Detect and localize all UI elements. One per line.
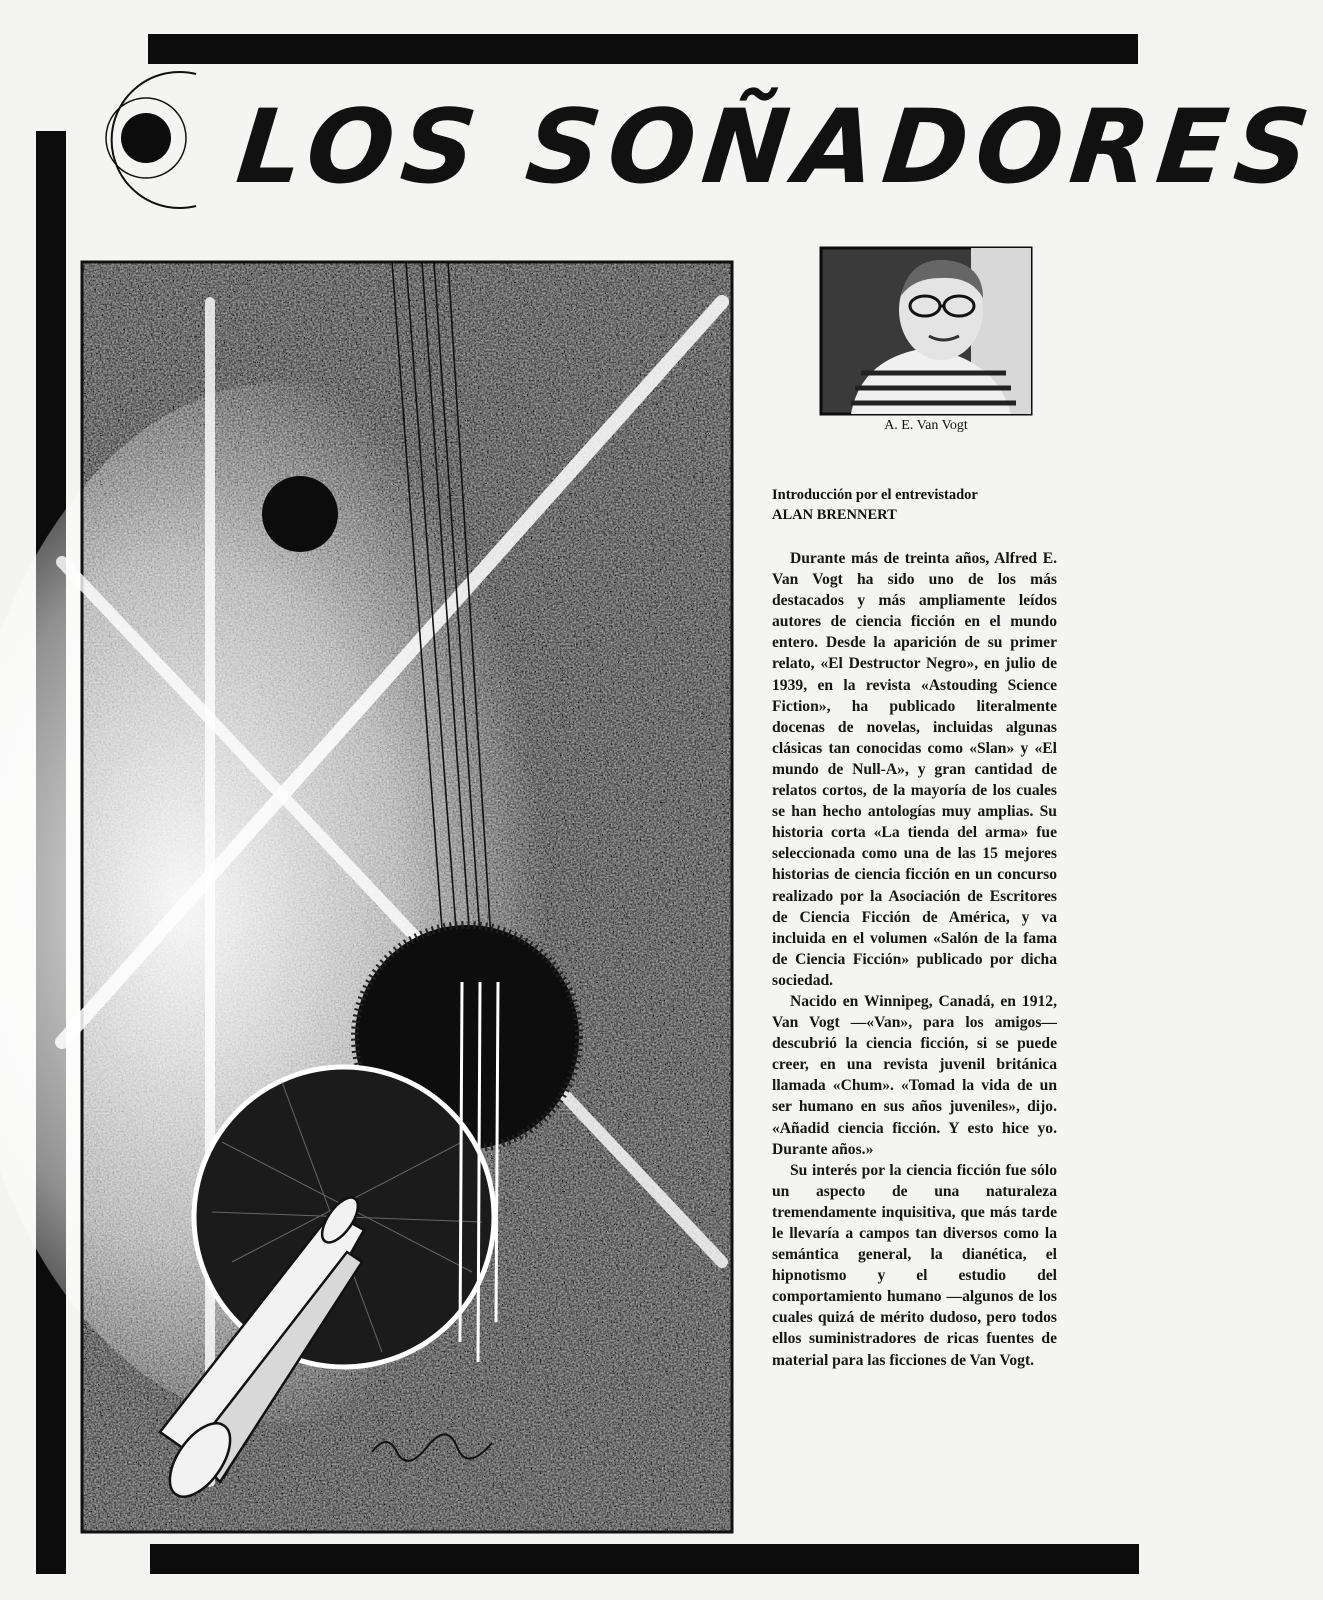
- page-title: LOS SOÑADORES: [231, 88, 1323, 207]
- intro-credit: [772, 485, 1072, 525]
- title-dot-icon: [78, 66, 228, 214]
- space-illustration: [82, 262, 732, 1532]
- intro-line: Introducción por el entrevistador: [772, 487, 978, 503]
- top-border-bar: [148, 34, 1138, 64]
- article-body: [772, 548, 1057, 1371]
- article-paragraph: Durante más de treinta años, Alfred E. Van Vogt ha sido uno de los más destacados y más ampliamente leídos autores de ciencia ficción en el mundo entero. Desde la aparición de su primer relato, «El Destructor Negro», en julio de 1939, en la revista «Astouding Science Fiction», ha publicado literalmente docenas de novelas, incluidas algunas clásicas tan conocidas como «Slan» y «El mundo de Null-A», y gran cantidad de relatos cortos, de la mayoría de los cuales se han hecho antologías muy amplias. Su historia corta «La tienda del arma» fue seleccionada como una de las 15 mejores historias de ciencia ficción en un concurso realizado por la Asociación de Escritores de Ciencia Ficción de América, y va incluida en el volumen «Salón de la fama de Ciencia Ficción» publicado por dicha sociedad.: [772, 550, 1057, 989]
- interviewer-name: ALAN BRENNERT: [772, 507, 897, 523]
- bottom-border-bar: [150, 1544, 1139, 1574]
- author-portrait: [821, 248, 1031, 414]
- article-paragraph: Nacido en Winnipeg, Canadá, en 1912, Van Vogt —«Van», para los amigos— descubrió la ciencia ficción, si se puede creer, en una revista juvenil británica llamada «Chum». «Tomad la vida de un ser humano en sus años juveniles», dijo. «Añadid ciencia ficción. Y esto hice yo. Durante años.»: [772, 992, 1057, 1158]
- portrait-caption: A. E. Van Vogt: [884, 418, 968, 433]
- article-paragraph: Su interés por la ciencia ficción fue sólo un aspecto de una naturaleza tremendamente inquisitiva, que más tarde le llevaría a campos tan diversos como la semántica general, la dianética, el hipnotismo y el estudio del comportamiento humano —algunos de los cuales quizá de mérito dudoso, pero todos ellos suministradores de ricas fuentes de material para las ficciones de Van Vogt.: [772, 1161, 1057, 1369]
